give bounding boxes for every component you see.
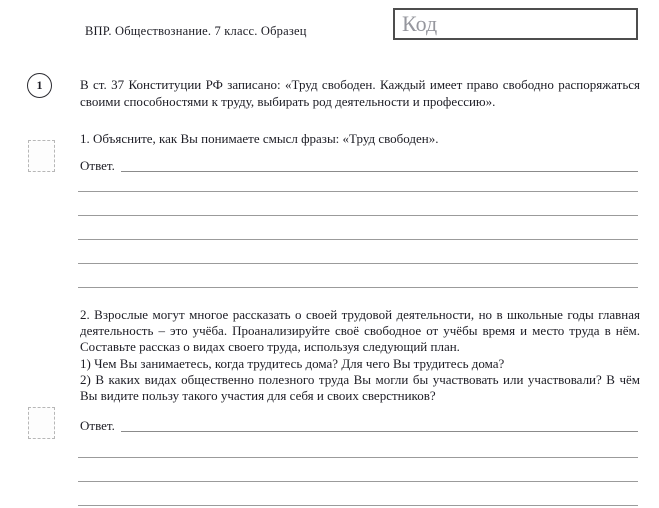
question-number-circle: 1 (27, 73, 52, 98)
part1-answer-label: Ответ. (80, 158, 115, 173)
part1-writing-lines (78, 168, 638, 288)
code-entry-box (393, 8, 638, 40)
part2-block (80, 307, 640, 404)
part2-prompt: 2. Взрослые могут многое рассказать о своей трудовой деятельности, но в школьные годы главная деятельность – это учёба. Проанализируйте своё свободное от учёбы время и место труда в нём. Составьте рассказ о видах своего труда, используя следующий план. (80, 307, 640, 355)
question-intro-paragraph: В ст. 37 Конституции РФ записано: «Труд свободен. Каждый имеет право свободно распоряжаться своими способностями к труду, выбирать род деятельности и профессию». (80, 77, 640, 109)
writing-line (78, 458, 638, 482)
writing-line (78, 240, 638, 264)
writing-line (78, 434, 638, 458)
writing-line (78, 168, 638, 192)
writing-line (78, 482, 638, 506)
part2-answer-label: Ответ. (80, 418, 115, 433)
score-box-part1 (28, 140, 55, 172)
document-title: ВПР. Обществознание. 7 класс. Образец (85, 24, 307, 38)
writing-line (78, 264, 638, 288)
part1-prompt: 1. Объясните, как Вы понимаете смысл фразы: «Труд свободен». (80, 131, 439, 146)
writing-line (78, 192, 638, 216)
writing-line (78, 216, 638, 240)
code-box-label: Код (402, 11, 438, 36)
part2-plan-item-2: 2) В каких видах общественно полезного труда Вы могли бы участвовать или участвовали? В чём Вы видите пользу такого участия для себя и своих сверстников? (80, 371, 640, 404)
part2-answer-row (80, 418, 638, 434)
part2-writing-lines (78, 434, 638, 506)
part2-plan-item-1: 1) Чем Вы занимаетесь, когда трудитесь дома? Для чего Вы трудитесь дома? (80, 355, 505, 371)
part2-answer-rule (121, 431, 638, 432)
score-box-part2 (28, 407, 55, 439)
